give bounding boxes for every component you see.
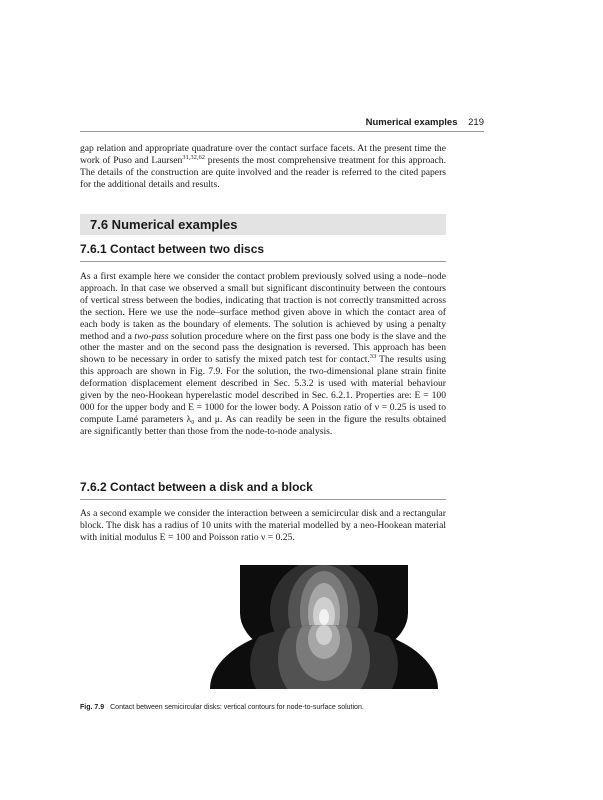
discs-text-1: As a first example here we consider the contact problem previously solved using a node–node approach. In that case we observed a small but significant discontinuity between the contours of vertical stress between the bodies, indicating that traction is not correctly transmitted across the section. Here we use the node–surface method given above in which the contact area of each body is taken as the boundary of elements. The solution is achieved by using a penalty method and a (80, 271, 446, 342)
section-heading-box (80, 214, 446, 235)
intro-text-1: gap relation and appropriate quadrature over the contact surface facets. At the present time the work of Puso and Laursen (80, 143, 446, 166)
running-head-title: Numerical examples (365, 117, 458, 128)
caption-text: Contact between semicircular disks: vertical contours for node-to-surface solution. (110, 704, 364, 711)
discs-text-2: solution procedure where on the first pass one body is the slave and the other the master and on the second pass the designation is reversed. This approach has been shown to be necessary in order to satisfy the mixed patch test for contact. (80, 330, 446, 366)
figure-caption (80, 703, 480, 713)
subsection-heading-1 (80, 241, 446, 262)
subsection-title-2: 7.6.2 Contact between a disk and a block (80, 480, 313, 494)
figure-7-9 (210, 565, 438, 689)
subsection-heading-2 (80, 479, 446, 500)
disk-block-paragraph: As a second example we consider the interaction between a semicircular disk and a rectangular block. The disk has a radius of 10 units with the material modelled by a neo-Hookean material with initial modulus E = 100 and Poisson ratio ν = 0.25. (80, 508, 446, 543)
section-title: 7.6 Numerical examples (90, 217, 238, 232)
upper-contour-band (319, 609, 329, 625)
discs-text-3: The results using this approach are shown in Fig. 7.9. For the solution, the two-dimensional plane strain finite deformation displacement element described in Sec. 5.3.2 is used with material behaviour given by the neo-Hookean hyperelastic model described in Sec. 6.2.1. Properties are: E = 100 000 for the upper body and E = 1000 for the lower body. A Poisson ratio of ν = 0.25 is used to compute Lamé parameters λ₀ and μ. As can readily be seen in the figure the results obtained are significantly better than those from the node-to-node analysis. (80, 354, 446, 437)
figure-label: Fig. 7.9 (80, 704, 105, 711)
contour-plot (210, 565, 438, 689)
intro-text-2: presents the most comprehensive treatment for this approach. The details of the construction are quite involved and the reader is referred to the cited papers for the additional details and results. (80, 154, 447, 190)
citation-ref-33: 33 (369, 353, 377, 361)
page-number: 219 (468, 117, 484, 128)
citation-ref: 31,32,62 (182, 153, 206, 161)
discs-paragraph (80, 271, 446, 438)
subsection-title-1: 7.6.1 Contact between two discs (80, 242, 265, 256)
lower-contour-band (316, 625, 332, 645)
running-head (80, 117, 484, 132)
intro-paragraph (80, 143, 446, 191)
two-pass-emphasis: two-pass (134, 330, 169, 342)
